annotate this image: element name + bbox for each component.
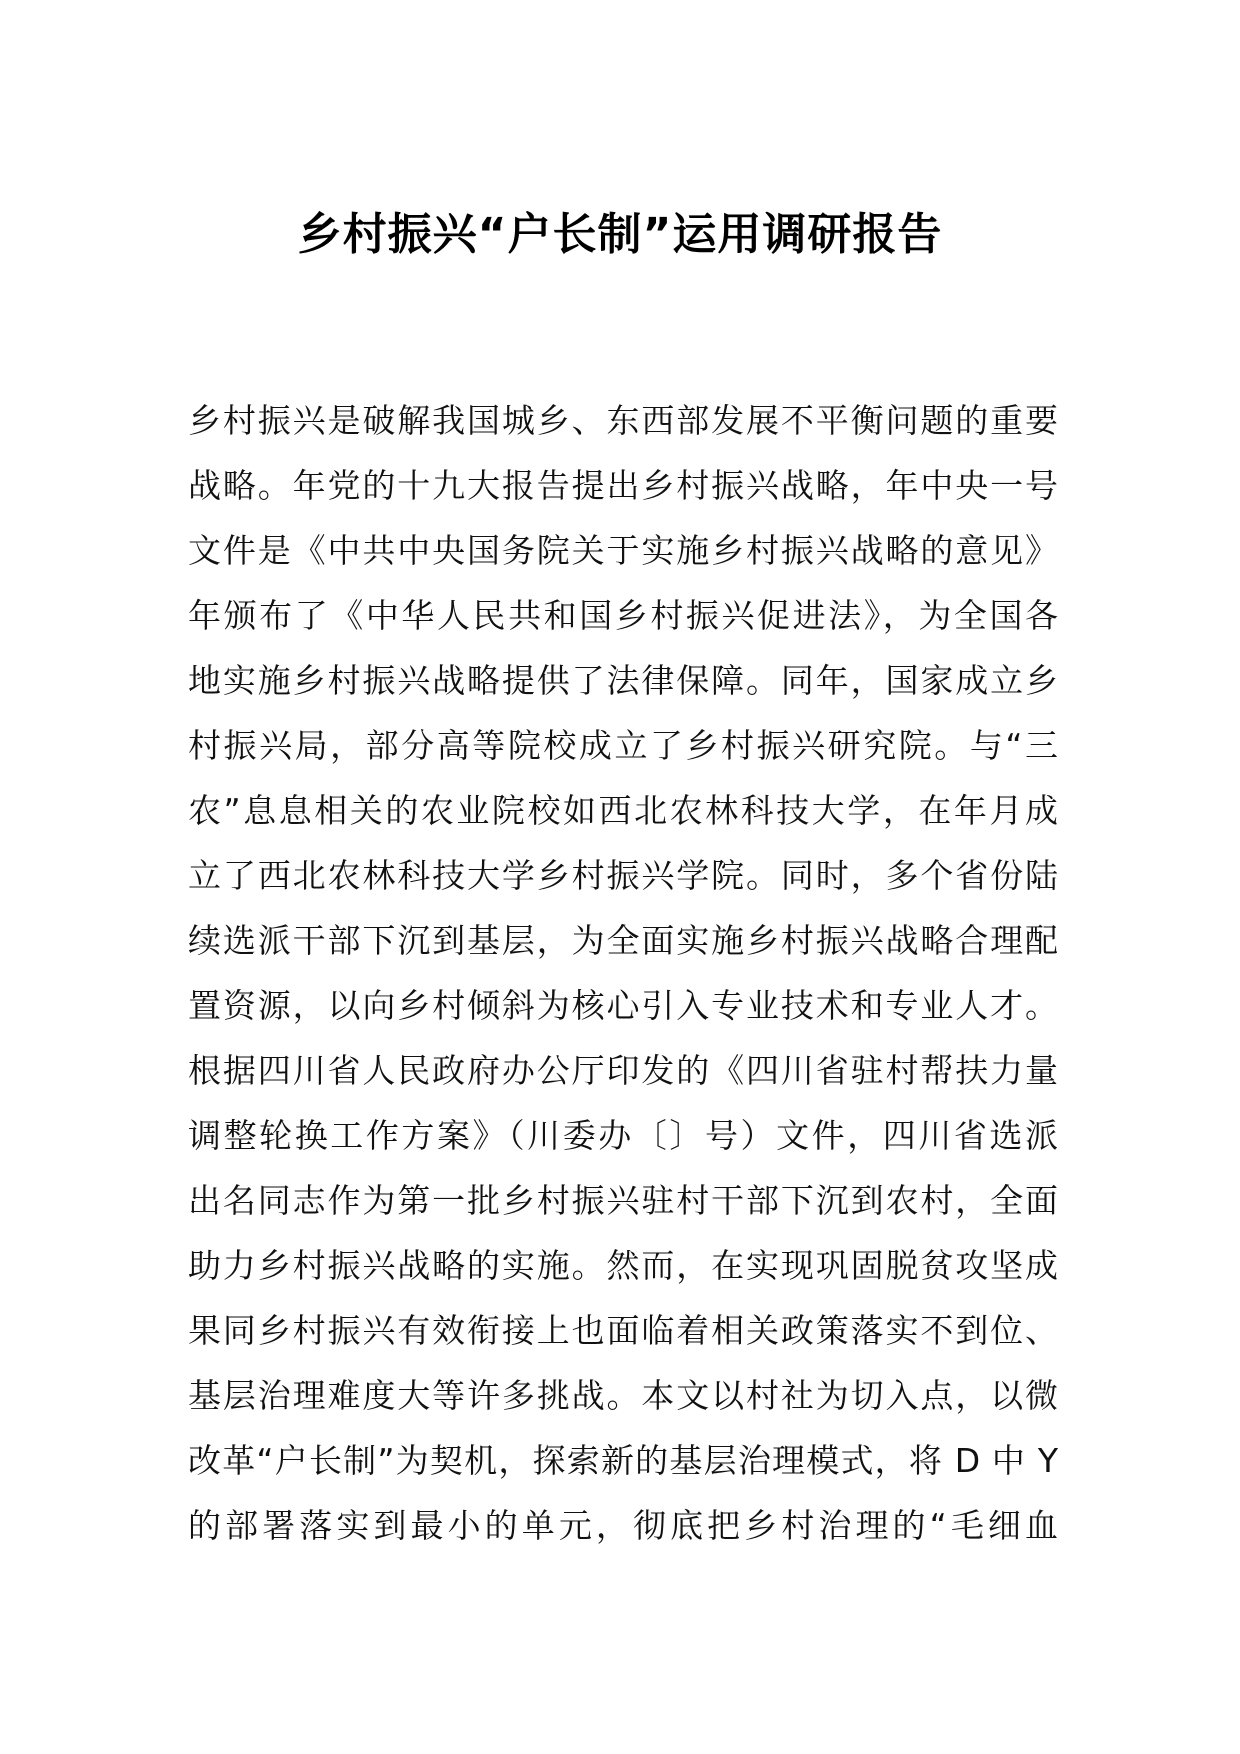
body-line: 年颁布了《中华人民共和国乡村振兴促进法》，为全国各 — [188, 596, 1058, 635]
body-line: 乡村振兴是破解我国城乡、东西部发展不平衡问题的重要 — [188, 401, 1058, 440]
body-line: 农”息息相关的农业院校如西北农林科技大学，在年月成 — [188, 791, 1058, 830]
body-line: 战略。年党的十九大报告提出乡村振兴战略，年中央一号 — [188, 466, 1058, 505]
body-line: 助力乡村振兴战略的实施。然而，在实现巩固脱贫攻坚成 — [188, 1246, 1058, 1285]
document-title: 乡村振兴“户长制”运用调研报告 — [297, 209, 943, 260]
body-line: 村振兴局，部分高等院校成立了乡村振兴研究院。与“三 — [188, 726, 1058, 765]
body-paragraph — [188, 388, 1058, 1558]
body-line: 置资源，以向乡村倾斜为核心引入专业技术和专业人才。 — [188, 986, 1058, 1025]
body-line: 的部署落实到最小的单元，彻底把乡村治理的“毛细血 — [188, 1506, 1058, 1545]
body-line: 续选派干部下沉到基层，为全面实施乡村振兴战略合理配 — [188, 921, 1058, 960]
body-line: 出名同志作为第一批乡村振兴驻村干部下沉到农村，全面 — [188, 1181, 1058, 1220]
body-line: 地实施乡村振兴战略提供了法律保障。同年，国家成立乡 — [188, 661, 1058, 700]
body-line: 改革“户长制”为契机，探索新的基层治理模式，将 D 中 Y — [188, 1441, 1058, 1480]
body-line: 根据四川省人民政府办公厅印发的《四川省驻村帮扶力量 — [188, 1051, 1058, 1090]
body-line: 文件是《中共中央国务院关于实施乡村振兴战略的意见》 — [188, 531, 1058, 570]
body-line: 基层治理难度大等许多挑战。本文以村社为切入点，以微 — [188, 1376, 1058, 1415]
body-line: 立了西北农林科技大学乡村振兴学院。同时，多个省份陆 — [188, 856, 1058, 895]
body-line: 调整轮换工作方案》（川委办〔〕号）文件，四川省选派 — [188, 1116, 1058, 1155]
body-line: 果同乡村振兴有效衔接上也面临着相关政策落实不到位、 — [188, 1311, 1058, 1350]
